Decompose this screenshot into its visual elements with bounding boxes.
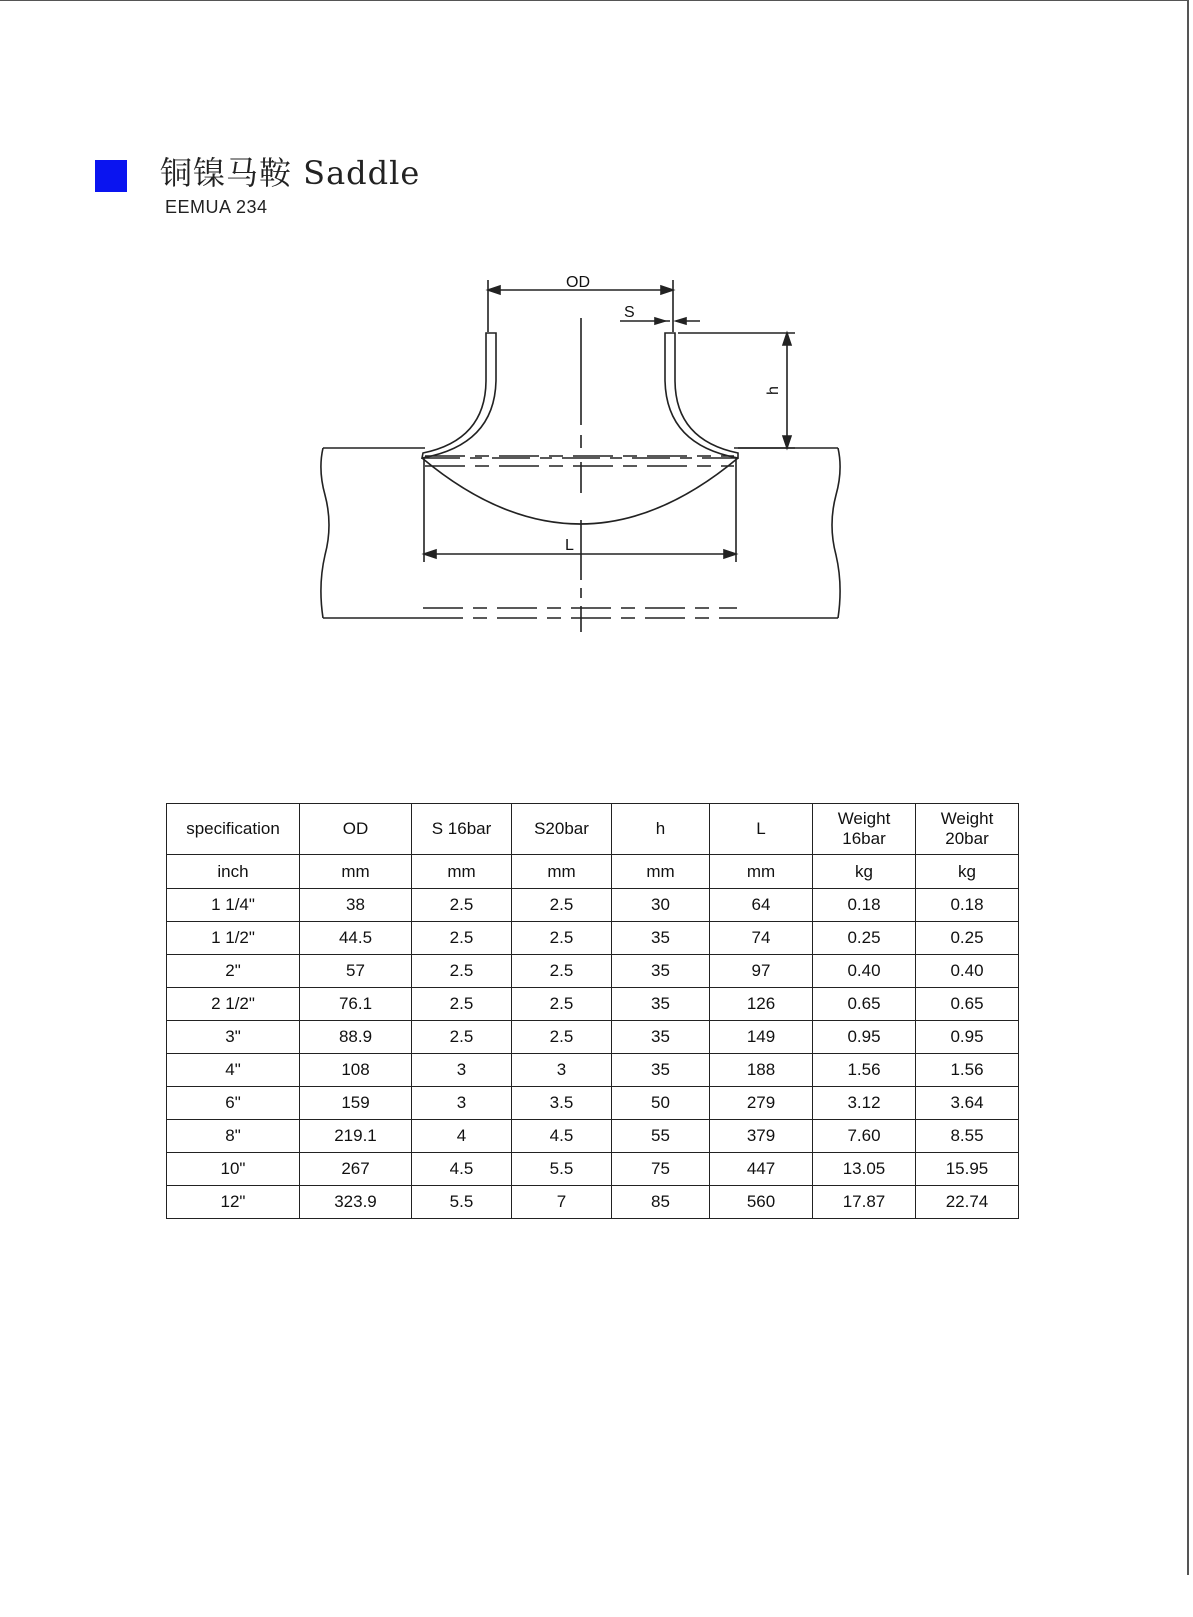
table-cell: 5.5	[512, 1153, 612, 1186]
table-cell: 0.25	[813, 922, 916, 955]
table-cell: 4"	[167, 1054, 300, 1087]
table-row	[167, 1120, 1019, 1153]
table-cell: 85	[612, 1186, 710, 1219]
table-cell: 4	[412, 1120, 512, 1153]
table-cell: 323.9	[300, 1186, 412, 1219]
table-cell: 8.55	[916, 1120, 1019, 1153]
table-cell: 0.40	[916, 955, 1019, 988]
table-row	[167, 922, 1019, 955]
table-cell: 55	[612, 1120, 710, 1153]
page-subtitle: EEMUA 234	[165, 197, 268, 217]
table-cell: 3"	[167, 1021, 300, 1054]
table-cell: 74	[710, 922, 813, 955]
table-row	[167, 1054, 1019, 1087]
table-cell: 3	[412, 1054, 512, 1087]
table-cell: 3.12	[813, 1087, 916, 1120]
table-cell: 0.40	[813, 955, 916, 988]
table-cell: 2.5	[412, 955, 512, 988]
table-cell: 12"	[167, 1186, 300, 1219]
table-cell: 447	[710, 1153, 813, 1186]
table-row	[167, 1186, 1019, 1219]
col-header: S 16bar	[412, 804, 512, 855]
table-units-row	[167, 855, 1019, 889]
table-cell: 1 1/2"	[167, 922, 300, 955]
table-cell: 2 1/2"	[167, 988, 300, 1021]
table-cell: 0.95	[813, 1021, 916, 1054]
table-cell: 5.5	[412, 1186, 512, 1219]
table-cell: 35	[612, 922, 710, 955]
table-cell: 97	[710, 955, 813, 988]
col-header: OD	[300, 804, 412, 855]
table-cell: 4.5	[412, 1153, 512, 1186]
table-cell: 57	[300, 955, 412, 988]
table-header-row	[167, 804, 1019, 855]
table-cell: 188	[710, 1054, 813, 1087]
table-cell: 0.95	[916, 1021, 1019, 1054]
col-header: specification	[167, 804, 300, 855]
table-cell: 3	[512, 1054, 612, 1087]
table-cell: 2.5	[512, 1021, 612, 1054]
table-cell: 13.05	[813, 1153, 916, 1186]
table-cell: 7.60	[813, 1120, 916, 1153]
title-bullet-icon	[95, 160, 127, 192]
table-cell: 38	[300, 889, 412, 922]
table-cell: 3.5	[512, 1087, 612, 1120]
table-cell: 35	[612, 955, 710, 988]
saddle-drawing	[300, 270, 880, 660]
table-cell: 7	[512, 1186, 612, 1219]
unit-cell: mm	[612, 855, 710, 889]
table-cell: 3.64	[916, 1087, 1019, 1120]
table-cell: 1 1/4"	[167, 889, 300, 922]
col-header: h	[612, 804, 710, 855]
table-cell: 0.18	[813, 889, 916, 922]
table-cell: 15.95	[916, 1153, 1019, 1186]
unit-cell: mm	[710, 855, 813, 889]
unit-cell: mm	[412, 855, 512, 889]
table-body	[167, 889, 1019, 1219]
table-cell: 6"	[167, 1087, 300, 1120]
table-cell: 0.25	[916, 922, 1019, 955]
col-header: L	[710, 804, 813, 855]
col-header: S20bar	[512, 804, 612, 855]
table-cell: 2.5	[512, 922, 612, 955]
table-cell: 17.87	[813, 1186, 916, 1219]
table-cell: 560	[710, 1186, 813, 1219]
table-cell: 126	[710, 988, 813, 1021]
table-cell: 219.1	[300, 1120, 412, 1153]
unit-cell: mm	[300, 855, 412, 889]
table-cell: 2.5	[412, 922, 512, 955]
table-cell: 2.5	[512, 889, 612, 922]
table-cell: 379	[710, 1120, 813, 1153]
table-cell: 267	[300, 1153, 412, 1186]
table-cell: 30	[612, 889, 710, 922]
table-cell: 75	[612, 1153, 710, 1186]
h-label: h	[765, 386, 782, 395]
table-cell: 108	[300, 1054, 412, 1087]
table-cell: 76.1	[300, 988, 412, 1021]
table-cell: 0.65	[813, 988, 916, 1021]
table-cell: 149	[710, 1021, 813, 1054]
table-cell: 0.65	[916, 988, 1019, 1021]
table-cell: 35	[612, 1021, 710, 1054]
table-cell: 1.56	[813, 1054, 916, 1087]
od-label: OD	[566, 274, 590, 291]
col-header: Weight 16bar	[813, 804, 916, 855]
table-row	[167, 1021, 1019, 1054]
table-cell: 44.5	[300, 922, 412, 955]
table-cell: 50	[612, 1087, 710, 1120]
table-cell: 2.5	[512, 955, 612, 988]
table-row	[167, 955, 1019, 988]
spec-table	[166, 803, 1019, 1219]
table-cell: 35	[612, 1054, 710, 1087]
table-cell: 0.18	[916, 889, 1019, 922]
table-row	[167, 1153, 1019, 1186]
table-cell: 2.5	[512, 988, 612, 1021]
table-cell: 8"	[167, 1120, 300, 1153]
unit-cell: inch	[167, 855, 300, 889]
table-cell: 35	[612, 988, 710, 1021]
table-row	[167, 889, 1019, 922]
unit-cell: mm	[512, 855, 612, 889]
col-header: Weight 20bar	[916, 804, 1019, 855]
table-cell: 64	[710, 889, 813, 922]
table-row	[167, 988, 1019, 1021]
page-title: 铜镍马鞍 Saddle	[160, 154, 421, 192]
table-cell: 279	[710, 1087, 813, 1120]
table-cell: 2.5	[412, 988, 512, 1021]
unit-cell: kg	[813, 855, 916, 889]
table-cell: 2.5	[412, 889, 512, 922]
s-label: S	[624, 304, 635, 321]
table-cell: 3	[412, 1087, 512, 1120]
table-cell: 2.5	[412, 1021, 512, 1054]
l-label: L	[565, 537, 574, 554]
table-cell: 10"	[167, 1153, 300, 1186]
table-row	[167, 1087, 1019, 1120]
table-cell: 88.9	[300, 1021, 412, 1054]
unit-cell: kg	[916, 855, 1019, 889]
table-cell: 22.74	[916, 1186, 1019, 1219]
table-cell: 1.56	[916, 1054, 1019, 1087]
table-cell: 159	[300, 1087, 412, 1120]
table-cell: 2"	[167, 955, 300, 988]
table-cell: 4.5	[512, 1120, 612, 1153]
